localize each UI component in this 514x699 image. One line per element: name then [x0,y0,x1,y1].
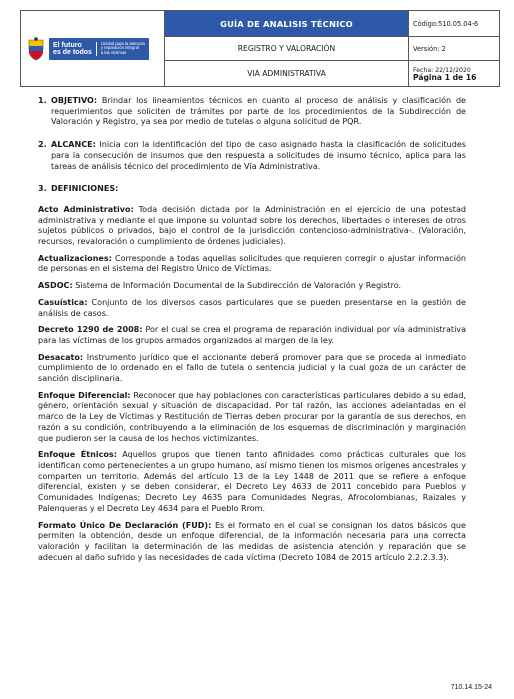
definition-item [38,281,466,292]
section-text [51,140,466,172]
section-heading: ALCANCE: [51,140,96,150]
section-definiciones [38,184,466,195]
section-heading: DEFINICIONES: [51,184,119,194]
definition-item [38,325,466,346]
document-code: Código:510.05.04-6 [409,11,500,37]
logo-main-text: El futuro es de todos [53,42,97,56]
document-body [38,96,466,569]
section-text [51,96,466,128]
definition-term: Formato Único De Declaración (FUD): [38,520,212,530]
definition-text: Sistema de Información Documental de la Subdirección de Valoración y Registro. [72,281,402,291]
definition-term: Enfoque Étnicos: [38,450,117,460]
document-header [20,10,500,87]
definition-term: Acto Administrativo: [38,204,134,214]
coat-of-arms-icon [27,37,45,61]
definition-text: Conjunto de los diversos casos particulares que se pueden presentarse en la gestión de análisis de casos. [38,297,466,318]
definition-text: Toda decisión dictada por la Administración en el ejercicio de una potestad administrativa y mediante el que impone su voluntad sobre los derechos, libertades o intereses de otros sujetos públicos o privados, bajo el control de la jurisdicción contencioso-administrativa-. (Valoración, recursos, revaloración o cumplimiento de órdenes judiciales). [38,204,466,247]
definition-term: Decreto 1290 de 2008: [38,325,143,335]
page-footer-code: 710.14.15-24 [450,684,492,691]
document-version: Versión: 2 [409,37,500,61]
definition-text: Aquellos grupos que tienen tanto afinidades como prácticas culturales que los identifican como pertenecientes a un grupo humano, así mismo tienen los mismos orígenes ancestrales y comparten un territorio. Además del artículo 13 de la Ley 1448 de 2011 que se refiere a enfoque diferencial, existen y se deben considerar, el Decreto Ley 4633 de 2011 concebido para Pueblos y Comunidades Indígenas; Decreto Ley 4635 para Comunidades Negras, Afrocolombianas, Raizales y Palenqueras y el Decreto Ley 4634 para el Pueblo Rrom. [38,450,466,513]
definition-text: Es el formato en el cual se consignan los datos básicos que permiten la obtención, desde un enfoque diferencial, de la información necesaria para una correcta valoración y facilitan la determinación de las medidas de asistencia atención y reparación que se adecuen al daño sufrido y las necesidades de cada víctima (Decreto 1084 de 2015 artículo 2.2.2.3.3). [38,520,466,562]
document-title: GUÍA DE ANALISIS TÉCNICO [165,11,409,37]
definition-item [38,254,466,275]
definition-text: Por el cual se crea el programa de reparación individual por vía administrativa para las víctimas de los grupos armados organizados al margen de la ley. [38,325,467,345]
logo-cell [21,11,165,87]
definition-term: Enfoque Diferencial: [38,390,131,400]
definition-item [38,353,466,385]
definition-item [38,391,466,445]
logo-sub-text: Unidad para la atención y reparación integral a las víctimas [100,40,146,55]
section-objetivo [38,96,466,128]
section-alcance [38,140,466,172]
section-text [51,184,466,195]
page-number: Página 1 de 16 [413,72,477,82]
definition-term: Desacato: [38,352,84,362]
definition-item [38,298,466,319]
definition-item [38,205,466,248]
section-heading: OBJETIVO: [51,96,98,105]
section-number: 1. [38,96,47,105]
document-subtitle: REGISTRO Y VALORACIÓN [165,37,409,61]
section-body: Brindar los lineamientos técnicos en cuanto al proceso de análisis y clasificación de requerimientos que soliciten de trámites por parte de los procedimientos de la Subdirección de Valoración y Registro, ya sea por medio de tutelas o alguna solicitud de PQR. [51,96,466,127]
definition-text: Instrumento jurídico que el accionante deberá promover para que se proceda al inmediato cumplimiento de lo ordenado en el fallo de tutela o sentencia judicial y la cual goza de un carácter de sanción disciplinaria. [38,352,466,384]
definition-item [38,521,466,564]
date-page-cell [409,61,500,87]
section-number: 3. [38,184,47,194]
definition-item [38,450,466,514]
document-date: Fecha: 22/12/2020 [413,66,471,74]
section-number: 2. [38,140,47,150]
definition-text: Corresponde a todas aquellas solicitudes que requieren corregir o ajustar información de personas en el sistema del Registro Único de Víctimas. [38,253,466,274]
definition-term: ASDOC: [38,281,73,291]
logo-band [49,38,149,60]
definition-text: Reconocer que hay poblaciones con características particulares debido a su edad, género, orientación sexual y situación de discapacidad. Por tal razón, las acciones adelantadas en el marco de la Ley de Víctimas y Restitución de Tierras deben procurar por la garantía de sus derechos, en razón a su condición, contribuyendo a la eliminación de los esquemas de discriminación y marginación que pudieron ser la causa de los hechos victimizantes. [38,390,466,443]
logo [21,11,164,86]
definition-term: Casuística: [38,297,88,307]
definition-term: Actualizaciones: [38,253,112,263]
document-process: VIA ADMINISTRATIVA [165,61,409,87]
section-body: Inicia con la identificación del tipo de caso asignado hasta la clasificación de solicitudes para la consecución de insumos que den respuesta a solicitudes de insumo técnico, aplica para las tareas de análisis técnico del procedimiento de Vía Administrativa. [51,140,466,171]
